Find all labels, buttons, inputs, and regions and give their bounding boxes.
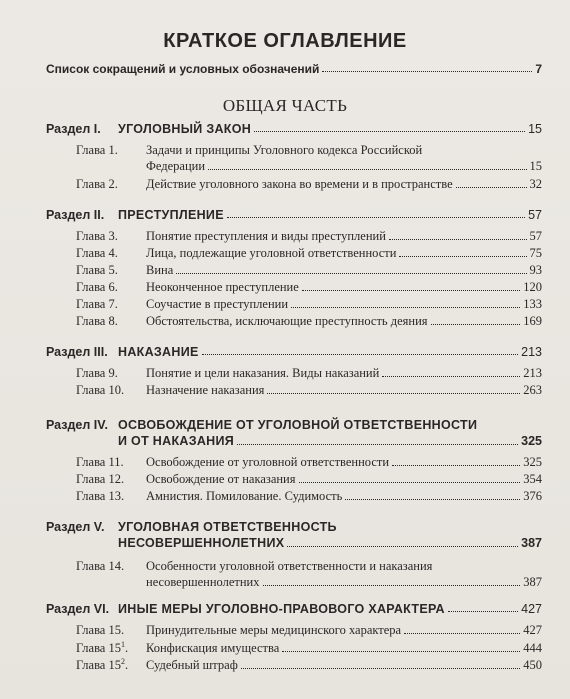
- dot-leader: [431, 324, 521, 325]
- section-label: Раздел I.: [46, 122, 101, 136]
- dot-leader: [254, 131, 525, 132]
- toc-section-6[interactable]: [46, 602, 542, 616]
- chapter-label: Глава 13.: [76, 489, 125, 503]
- section-title: ИНЫЕ МЕРЫ УГОЛОВНО-ПРАВОВОГО ХАРАКТЕРА: [118, 602, 445, 616]
- dot-leader: [399, 256, 526, 257]
- toc-chapter-15-1[interactable]: [76, 640, 542, 656]
- toc-chapter-15-2[interactable]: [76, 657, 542, 673]
- toc-chapter-3[interactable]: [76, 229, 542, 244]
- page-number: 120: [523, 280, 542, 294]
- chapter-title-line: несовершеннолетних: [146, 575, 260, 589]
- page-number: 133: [523, 297, 542, 311]
- chapter-label: Глава 8.: [76, 314, 118, 328]
- chapter-title-line: Особенности уголовной ответственности и наказания: [146, 559, 433, 573]
- dot-leader: [302, 290, 520, 291]
- toc-section-5[interactable]: [46, 519, 542, 551]
- toc-chapter-5[interactable]: [76, 263, 542, 278]
- page-number: 354: [523, 472, 542, 486]
- dot-leader: [176, 273, 526, 274]
- page-number: 93: [529, 263, 542, 277]
- section-title: УГОЛОВНЫЙ ЗАКОН: [118, 122, 252, 136]
- page-number: 7: [535, 62, 542, 76]
- section-title-line: ОСВОБОЖДЕНИЕ ОТ УГОЛОВНОЙ ОТВЕТСТВЕННОСТИ: [118, 418, 478, 432]
- section-title: ПРЕСТУПЛЕНИЕ: [118, 208, 224, 222]
- chapter-label: Глава 6.: [76, 280, 118, 294]
- chapter-label-end: .: [124, 658, 129, 673]
- toc-chapter-2[interactable]: [76, 177, 542, 192]
- chapter-label: Глава 7.: [76, 297, 118, 311]
- dot-leader: [287, 546, 518, 547]
- chapter-title: Лица, подлежащие уголовной ответственности: [146, 246, 397, 260]
- dot-leader: [227, 217, 525, 218]
- chapter-title: Освобождение от наказания: [146, 472, 296, 486]
- page-number: 263: [523, 383, 542, 397]
- page-number: 57: [529, 229, 542, 243]
- dot-leader: [208, 169, 526, 170]
- toc-chapter-15[interactable]: [76, 623, 542, 638]
- section-title-line: НЕСОВЕРШЕННОЛЕТНИХ: [118, 536, 285, 550]
- page-number: 75: [529, 246, 542, 260]
- section-label: Раздел V.: [46, 520, 105, 534]
- section-label: Раздел III.: [46, 345, 108, 359]
- page-number: 450: [523, 658, 542, 673]
- toc-abbreviations[interactable]: [46, 62, 542, 76]
- chapter-title: Конфискация имущества: [146, 641, 280, 656]
- chapter-label-superscript: 1: [120, 640, 125, 649]
- dot-leader: [345, 499, 520, 500]
- dot-leader: [291, 307, 520, 308]
- chapter-title: Вина: [146, 263, 174, 277]
- toc-section-2[interactable]: [46, 208, 542, 222]
- page-number: 325: [523, 455, 542, 469]
- chapter-title: Освобождение от уголовной ответственности: [146, 455, 390, 469]
- chapter-label: [76, 657, 146, 673]
- toc-section-4[interactable]: [46, 417, 542, 449]
- dot-leader: [202, 354, 519, 355]
- section-label: Раздел II.: [46, 208, 105, 222]
- section-label: Раздел VI.: [46, 602, 110, 616]
- dot-leader: [389, 239, 527, 240]
- toc-chapter-9[interactable]: [76, 366, 542, 381]
- chapter-title-line: Федерации: [146, 159, 206, 173]
- chapter-title: Понятие и цели наказания. Виды наказаний: [146, 366, 380, 380]
- dot-leader: [299, 482, 521, 483]
- page-number: 32: [529, 177, 542, 191]
- chapter-label: [76, 640, 146, 656]
- dot-leader: [241, 668, 520, 669]
- chapter-label: Глава 9.: [76, 366, 118, 380]
- chapter-label: Глава 12.: [76, 472, 125, 486]
- dot-leader: [263, 585, 521, 586]
- dot-leader: [267, 393, 520, 394]
- chapter-label: Глава 14.: [76, 559, 125, 573]
- toc-chapter-12[interactable]: [76, 472, 542, 487]
- page-title: КРАТКОЕ ОГЛАВЛЕНИЕ: [163, 30, 407, 52]
- page-number: 427: [521, 602, 542, 616]
- toc-abbreviations-text: Список сокращений и условных обозначений: [46, 62, 320, 76]
- dot-leader: [404, 633, 520, 634]
- chapter-title: Понятие преступления и виды преступлений: [146, 229, 386, 243]
- dot-leader: [456, 187, 527, 188]
- dot-leader: [282, 651, 520, 652]
- dot-leader: [448, 611, 518, 612]
- toc-chapter-14[interactable]: [76, 558, 542, 590]
- chapter-label-main: Глава 15: [76, 658, 121, 673]
- chapter-title: Принудительные меры медицинского характера: [146, 623, 402, 637]
- section-title-line: И ОТ НАКАЗАНИЯ: [118, 434, 235, 448]
- page-number: 325: [521, 434, 542, 448]
- section-title-line: УГОЛОВНАЯ ОТВЕТСТВЕННОСТЬ: [118, 520, 337, 534]
- chapter-label: Глава 11.: [76, 455, 124, 469]
- chapter-label: Глава 4.: [76, 246, 118, 260]
- chapter-label-superscript: 2: [120, 657, 125, 666]
- chapter-title: Действие уголовного закона во времени и в пространстве: [146, 177, 453, 191]
- toc-section-1[interactable]: [46, 122, 542, 136]
- toc-chapter-11[interactable]: [76, 455, 542, 470]
- toc-chapter-7[interactable]: [76, 297, 542, 312]
- toc-chapter-4[interactable]: [76, 246, 542, 261]
- chapter-title: Судебный штраф: [146, 658, 238, 673]
- page-number: 57: [528, 208, 542, 222]
- toc-chapter-6[interactable]: [76, 280, 542, 295]
- chapter-title-line: Задачи и принципы Уголовного кодекса Российской: [146, 143, 423, 157]
- chapter-label: Глава 2.: [76, 177, 118, 191]
- chapter-title: Соучастие в преступлении: [146, 297, 289, 311]
- page-number: 387: [523, 575, 542, 589]
- toc-chapter-10[interactable]: [76, 383, 542, 398]
- section-title: НАКАЗАНИЕ: [118, 345, 199, 359]
- page-number: 169: [523, 314, 542, 328]
- chapter-label: Глава 5.: [76, 263, 118, 277]
- page-number: 15: [528, 122, 542, 136]
- toc-chapter-1[interactable]: [76, 142, 542, 174]
- chapter-title: Неоконченное преступление: [146, 280, 299, 294]
- page-number: 444: [523, 641, 542, 656]
- chapter-title: Обстоятельства, исключающие преступность деяния: [146, 314, 428, 328]
- general-part-heading: ОБЩАЯ ЧАСТЬ: [222, 96, 348, 115]
- toc-section-3[interactable]: [46, 345, 542, 359]
- page-number: 427: [523, 623, 542, 637]
- chapter-label-main: Глава 15: [76, 641, 121, 656]
- chapter-label: Глава 10.: [76, 383, 125, 397]
- toc-chapter-13[interactable]: [76, 489, 542, 504]
- chapter-title: Амнистия. Помилование. Судимость: [146, 489, 343, 503]
- dot-leader: [392, 465, 520, 466]
- page-number: 376: [523, 489, 542, 503]
- toc-chapter-8[interactable]: [76, 314, 542, 329]
- chapter-title: Назначение наказания: [146, 383, 265, 397]
- page-number: 15: [529, 159, 542, 173]
- page-number: 387: [521, 536, 542, 550]
- page-number: 213: [521, 345, 542, 359]
- dot-leader: [322, 71, 532, 72]
- chapter-label: Глава 1.: [76, 143, 118, 157]
- page-number: 213: [523, 366, 542, 380]
- dot-leader: [382, 376, 520, 377]
- chapter-label: Глава 3.: [76, 229, 118, 243]
- dot-leader: [237, 444, 518, 445]
- section-label: Раздел IV.: [46, 418, 108, 432]
- chapter-label: Глава 15.: [76, 623, 125, 637]
- chapter-label-end: .: [124, 641, 129, 656]
